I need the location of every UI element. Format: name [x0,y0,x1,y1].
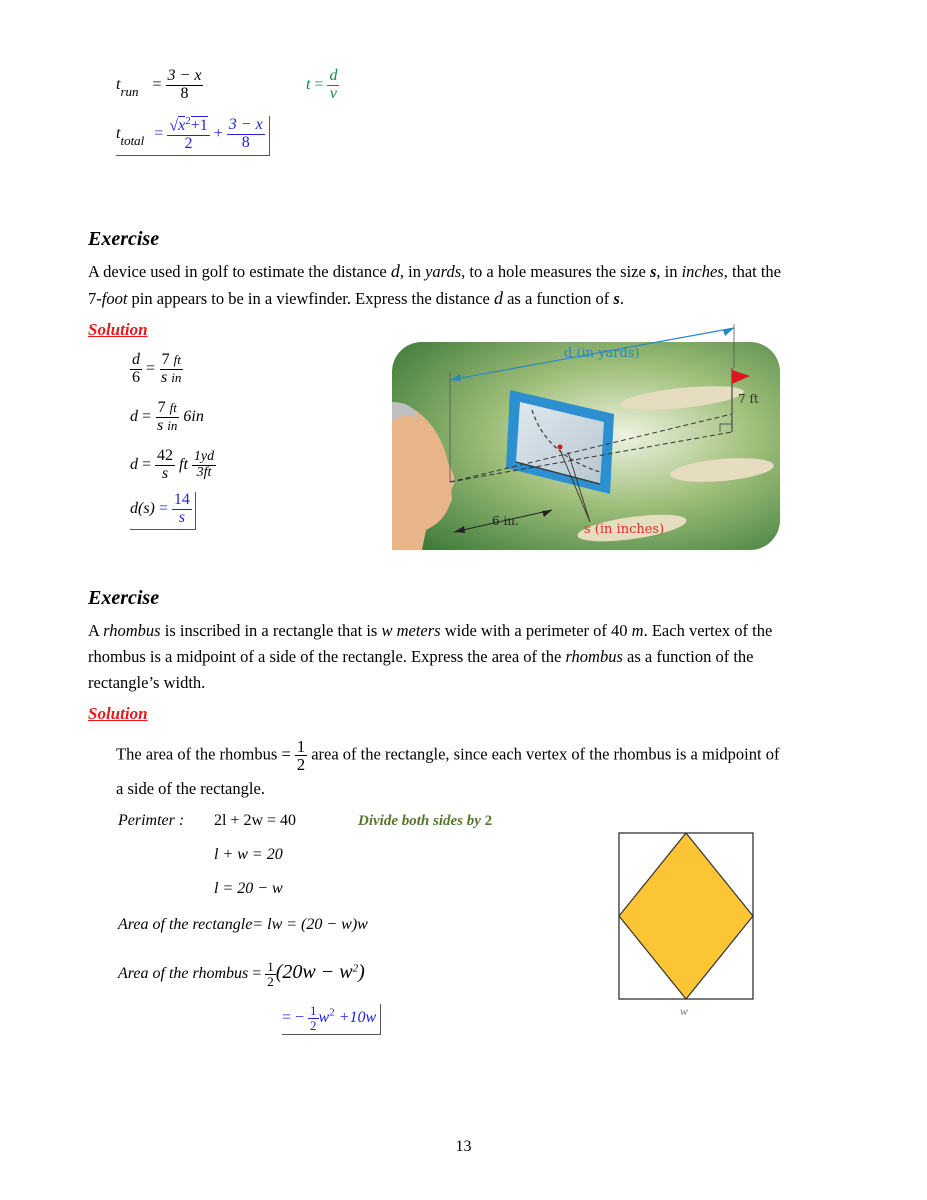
divide-note [358,813,492,830]
perimeter-equation: 2l + 2w = 40 [214,812,297,829]
step1-rhs-frac [159,352,183,387]
equation-l-plus-w: l + w = 20 [214,846,283,863]
ex1-t8: , that the [723,262,782,281]
ex1-step-4 [130,492,196,530]
area-rhombus-frac [265,960,276,988]
exercise-2-line-3: rectangle’s width. [88,673,206,692]
rhombus-area-statement-2: a side of the rectangle. [116,779,265,798]
exercise-1-solution-label: Solution [88,320,148,339]
ex1-l2-5: s [613,289,620,308]
t-total-den1: 2 [184,135,193,153]
ex1-step-1 [130,352,183,387]
t-total-fraction-1 [167,116,209,153]
t-dv-eq: = [314,75,324,93]
t-dv-fraction [327,68,339,103]
ex1-t7: inches [681,262,724,281]
step2-r-den-u: in [167,417,178,433]
t-total-den2: 8 [241,133,250,151]
exercise-1-line-1 [88,258,878,285]
t-run-fraction [166,68,204,103]
final-frac [308,1004,319,1032]
step3-eq: = [142,455,152,473]
t-total-sub: total [120,133,145,149]
t-dv-equation [306,68,339,103]
step1-r-num-u: ft [173,352,181,367]
step1-eq: = [146,359,156,377]
step1-lhs-den: 6 [132,368,140,386]
area-rhombus-final [282,1004,381,1035]
ex1-l2-3: d [493,288,503,308]
ex2-t5: m [631,621,644,640]
t-run-equation [116,68,203,103]
ex1-l2-2: pin appears to be in a viewfinder. Express the distance [127,289,494,308]
ex1-step-3 [130,448,216,483]
page-number: 13 [455,1138,472,1155]
area-rect-rhs: = lw = (20 − w)w [252,916,368,933]
ex1-step-2 [130,400,204,435]
final-den: 2 [310,1017,317,1033]
exercise-2-heading: Exercise [88,587,160,609]
label-6-in: 6 in. [492,514,519,528]
ex1-t6: , in [656,262,682,281]
area-half-den: 2 [296,755,306,775]
sqrt-exp: 2 [185,115,191,127]
ex1-t2: , in [399,262,426,281]
t-run-eq: = [152,75,162,93]
step4-r-num: 14 [173,491,190,508]
perimeter-label-text: Perimter : [118,812,185,829]
ex2-t0: A [88,621,104,640]
t-total-plus: + [213,125,223,143]
step2-r-num: 7 [157,399,166,416]
area-line-b: area of the rectangle, since each vertex of the rhombus is a midpoint of [311,744,780,764]
step2-r-den: s [157,416,164,434]
t-run-den: 8 [180,84,189,102]
ex2-t6: . Each vertex of the [643,621,773,640]
step3-r-den: s [161,464,169,482]
step3-c-num: 1yd [193,449,215,465]
step4-lhs: d(s) [130,499,155,517]
area-half-num: 1 [296,737,306,756]
ex1-l2-4: as a function of [502,289,614,308]
perimeter-label [118,812,184,830]
t-total-num2: 3 − x [228,116,263,134]
step2-lhs: d [130,407,138,425]
area-half-frac [295,738,307,774]
rhombus-area-statement [116,738,779,774]
step1-r-num: 7 [161,351,170,368]
ex1-t5: s [649,262,657,281]
area-rectangle-equation [118,916,368,934]
ex1-t3: yards [425,262,462,281]
divide-note-num: 2 [484,813,493,829]
ex2-t2: is inscribed in a rectangle that is [160,621,382,640]
step1-lhs-frac [130,352,142,387]
area-rhombus-den: 2 [267,973,274,989]
equation-l-equals: l = 20 − w [214,880,283,897]
area-rhombus-close: ) [358,960,365,983]
t-dv-t: t [306,75,311,93]
golf-viewfinder-figure [392,322,780,550]
step2-num [156,400,179,418]
step2-frac [155,400,179,435]
final-num: 1 [310,1003,317,1018]
exercise-2-line-2 [88,644,878,670]
t-dv-den: v [329,84,338,102]
viewfinder-flag-dot [558,445,563,450]
area-rhombus-num: 1 [267,959,274,974]
t-run-t: t [116,75,121,93]
ex1-t4: , to a hole measures the size [461,262,650,281]
step2-den [155,418,179,435]
exercise-2-solution-label: Solution [88,704,148,723]
step1-lhs-num: d [132,351,140,368]
area-rect-label: Area of the rectangle [118,916,253,933]
step3-mid: ft [179,455,188,473]
t-total-fraction-2 [227,117,265,152]
step4-frac [172,492,192,527]
step1-r-den: s [161,368,168,386]
ex2-t3: w meters [381,621,441,640]
ex2-l2a: rhombus is a midpoint of a side of the rectangle. Express the area of the [88,647,566,666]
sqrt-x: x [178,117,186,135]
exercise-1-text [88,258,878,312]
area-rhombus-eq: = [252,964,262,982]
ex2-l2c: as a function of the [622,647,754,666]
t-total-num1: $√x^2+1$ [169,115,208,135]
step4-r-den: s [178,508,186,526]
area-rhombus-label: Area of the rhombus [118,964,249,982]
step3-c-den: 3ft [196,464,212,480]
exercise-2-text [88,618,878,696]
final-w: w [318,1008,330,1026]
step2-tail: 6in [183,407,204,425]
exercise-1-heading: Exercise [88,228,160,250]
exercise-1-line-2 [88,285,878,312]
step2-r-num-u: ft [169,400,177,415]
rhombus-width-label: w [680,1004,689,1018]
label-s-in-inches: s (in inches) [584,522,665,537]
label-d-in-yards: d (in yards) [564,346,640,361]
t-dv-num: d [329,67,338,84]
ex2-l2b: rhombus [565,647,623,666]
sqrt-rest: +1 [190,117,208,135]
ex1-t1: d [390,261,400,281]
step1-rhs-num [160,352,183,370]
step4-eq: = [158,499,168,517]
ex1-t0: A device used in golf to estimate the distance [88,262,391,281]
area-rhombus-equation [118,960,365,988]
area-rhombus-paren: (20w − w [275,960,353,983]
ex2-t1: rhombus [103,621,161,640]
rhombus-figure [614,830,758,1026]
divide-note-text: Divide both sides by [358,813,485,829]
rhombus-figure-svg [614,830,758,1026]
step3-lhs: d [130,455,138,473]
step2-eq: = [142,407,152,425]
t-run-sub: run [120,83,139,99]
ex1-l2-1: foot [101,289,128,308]
area-line-a: The area of the rhombus = [116,744,295,764]
t-run-num: 3 − x [167,67,202,84]
step1-rhs-den [159,370,183,387]
label-7-ft: 7 ft [738,392,759,406]
t-total-equation [116,116,270,156]
t-total-t: t [116,125,121,143]
step1-r-den-u: in [171,369,182,385]
step3-r-num: 42 [157,447,174,464]
ex1-l2-0: 7- [88,289,102,308]
exercise-2-line-1 [88,618,878,644]
ex1-l2-6: . [619,289,624,308]
step3-conv-frac [192,450,216,480]
step3-frac [155,448,175,483]
ex2-t4: wide with a perimeter of 40 [440,621,632,640]
t-total-eq: = [154,125,164,143]
area-rhombus-exp: 2 [352,962,359,975]
final-exp: 2 [329,1006,335,1019]
final-eq: = − [282,1008,305,1026]
final-rest: +10w [334,1008,377,1026]
